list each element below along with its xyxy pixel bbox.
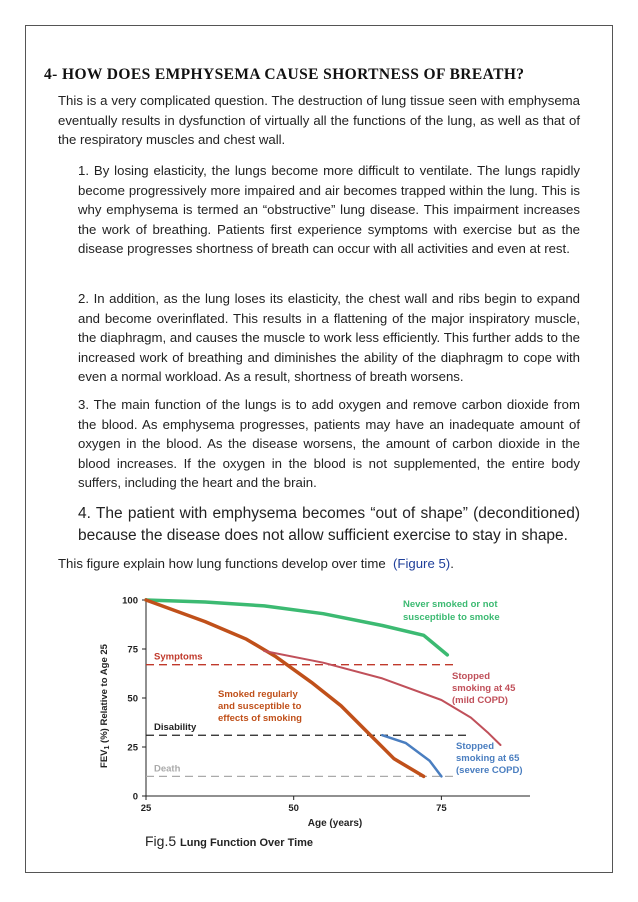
x-tick-label: 25 — [140, 803, 152, 814]
point-4-paragraph: 4. The patient with emphysema becomes “out of shape” (deconditioned) because the disease does not allow sufficient exercise to stay in shape. — [78, 505, 580, 544]
annotation-never-smoked-line-1: Never smoked or not — [403, 599, 498, 610]
caption-prefix: Fig.5 — [145, 833, 177, 849]
figure-intro-end: . — [450, 556, 454, 571]
annotation-stopped-45-line-3: (mild COPD) — [452, 695, 508, 706]
annotation-never-smoked-line-2: susceptible to smoke — [403, 612, 500, 623]
intro-paragraph: This is a very complicated question. The destruction of lung tissue seen with emphysema eventually results in dysfunction of virtually all the functions of the lung, as well as that of the respiratory muscles and chest wall. — [58, 93, 580, 148]
annotation-smoked-line-3: effects of smoking — [218, 713, 302, 724]
figure-reference-link[interactable]: (Figure 5) — [393, 556, 451, 571]
y-tick-label: 100 — [122, 595, 138, 607]
threshold-label-disability: Disability — [154, 722, 197, 734]
annotation-never-smoked — [403, 599, 500, 623]
annotation-stopped-45 — [452, 671, 516, 706]
annotation-smoked-line-2: and susceptible to — [218, 701, 302, 712]
annotation-stopped-65-line-3: (severe COPD) — [456, 765, 523, 776]
annotation-stopped-65 — [456, 741, 523, 776]
threshold-label-death: Death — [154, 763, 181, 775]
section-heading: 4- HOW DOES EMPHYSEMA CAUSE SHORTNESS OF BREATH? — [44, 66, 525, 83]
point-2-paragraph: 2. In addition, as the lung loses its elasticity, the chest wall and ribs begin to expand and become overinflated. This results in a flattening of the major inspiratory muscle, the diaphragm, and causes the muscle to work less efficiently. This further adds to the increased work of breathing and diminishes the ability of the diaphragm to cope with even a normal workload. As a result, shortness of breath worsens. — [78, 291, 580, 385]
figure-intro-text: This figure explain how lung functions develop over time — [58, 556, 386, 571]
point-1-paragraph: 1. By losing elasticity, the lungs become more difficult to ventilate. The lungs rapidly become progressively more impaired and air becomes trapped within the lung. This is why emphysema is termed an “obstructive” lung disease. This impairment increases the work of breathing. Patients first experience symptoms with exercise but as the disease progresses shortness of breath can occur with all activities and even at rest. — [78, 163, 580, 257]
y-tick-label: 25 — [127, 742, 138, 754]
figure-caption — [145, 833, 313, 849]
caption-title: Lung Function Over Time — [180, 837, 314, 849]
y-tick-label: 50 — [127, 693, 138, 705]
figure-intro-paragraph — [58, 554, 598, 574]
annotation-stopped-45-line-2: smoking at 45 — [452, 683, 516, 694]
y-axis-label — [99, 643, 111, 768]
svg-text:FEV1 (%) Relative to Age 25 — [99, 643, 111, 768]
annotation-smoked-line-1: Smoked regularly — [218, 689, 298, 700]
annotation-smoked-regularly — [218, 689, 302, 724]
y-axis-label-main: FEV — [99, 749, 110, 768]
x-tick-label: 50 — [288, 803, 299, 814]
x-axis-label: Age (years) — [307, 818, 363, 829]
y-tick-label: 75 — [127, 644, 138, 656]
threshold-label-symptoms: Symptoms — [154, 651, 203, 663]
x-tick-label: 75 — [436, 803, 447, 814]
lung-function-chart — [80, 588, 560, 833]
annotation-stopped-65-line-2: smoking at 65 — [456, 753, 520, 764]
annotation-stopped-65-line-1: Stopped — [456, 741, 494, 752]
y-axis-label-rest: (%) Relative to Age 25 — [99, 644, 110, 746]
y-axis-label-sub: 1 — [104, 745, 111, 750]
annotation-stopped-45-line-1: Stopped — [452, 671, 490, 682]
y-tick-label: 0 — [132, 791, 138, 803]
point-3-paragraph: 3. The main function of the lungs is to add oxygen and remove carbon dioxide from the blood. As emphysema progresses, patients may have an inadequate amount of oxygen in the blood. As the disease worsens, the amount of carbon dioxide in the blood increases. If the oxygen in the blood is not supplemented, the entire body suffers, including the heart and the brain. — [78, 397, 580, 491]
